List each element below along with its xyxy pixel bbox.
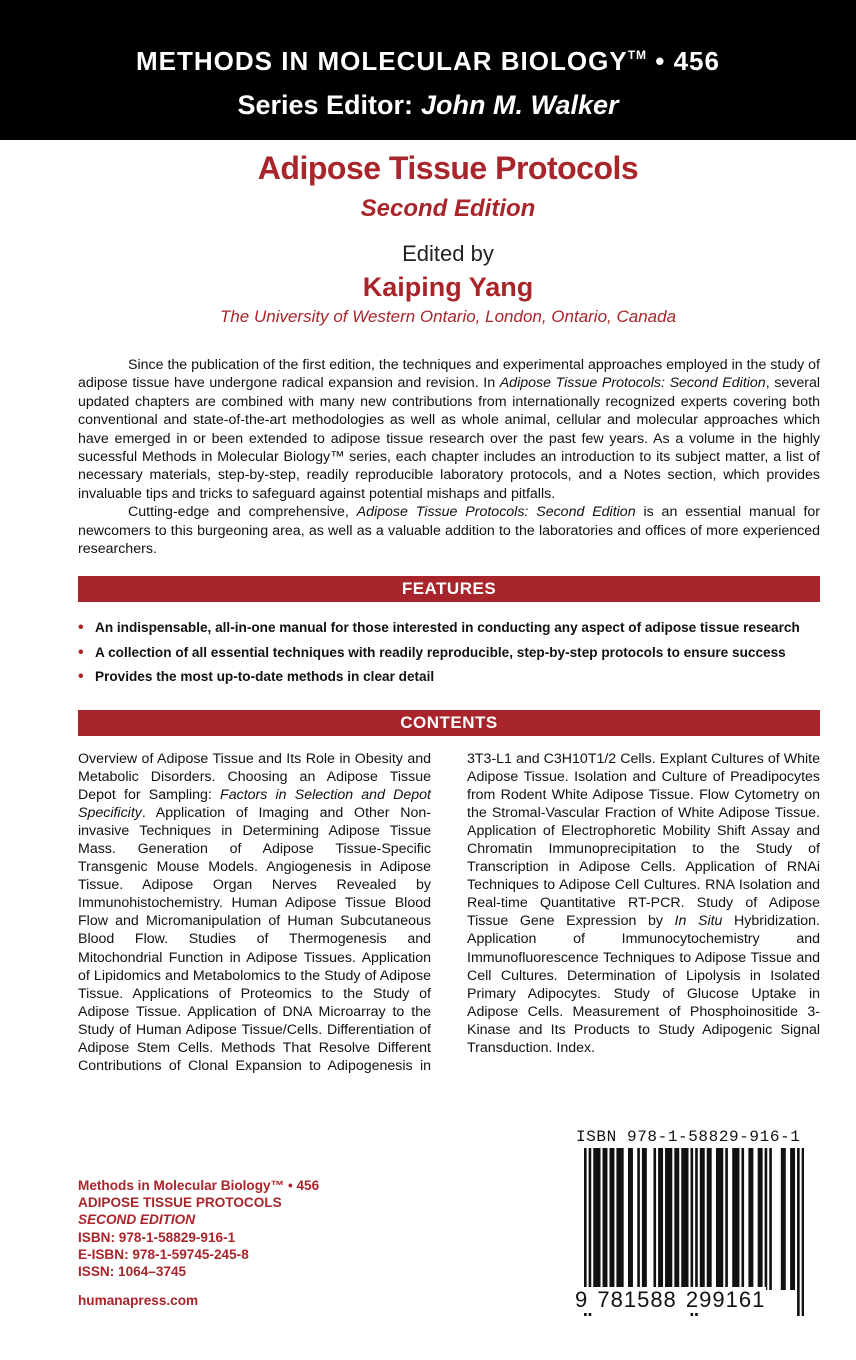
series-editor-label: Series Editor: [237, 90, 413, 120]
barcode-bar [797, 1148, 800, 1316]
description-paragraph-2: Cutting-edge and comprehensive, Adipose Tissue Protocols: Second Edition is an essential manual for newcomers to this burgeoning area, as well as a valuable addition to the laboratories and offices of more experienced researchers. [78, 504, 820, 558]
book-description [78, 356, 820, 558]
description-book-title: Adipose Tissue Protocols: Second Edition [499, 375, 766, 392]
barcode-bar [735, 1148, 738, 1290]
barcode-bar [686, 1148, 689, 1290]
edited-by-label: Edited by [402, 241, 494, 266]
barcode-bar [665, 1148, 668, 1290]
barcode-bar [760, 1148, 763, 1290]
barcode-bar [790, 1148, 793, 1290]
barcode-bar [684, 1148, 687, 1290]
barcode-isbn-text: ISBN 978-1-58829-916-1 [576, 1128, 801, 1146]
barcode-bar [642, 1148, 645, 1290]
feature-item: • An indispensable, all-in-one manual for those interested in conducting any aspect of adipose tissue research [78, 618, 838, 643]
barcode-bar [781, 1148, 784, 1290]
barcode-bar [677, 1148, 680, 1290]
barcode-bar [593, 1148, 596, 1290]
imprint-eisbn: E-ISBN: 978-1-59745-245-8 [78, 1246, 249, 1262]
barcode-bar [637, 1148, 640, 1290]
features-list [78, 618, 838, 692]
barcode-bar [605, 1148, 608, 1290]
barcode-bar [748, 1148, 751, 1290]
book-title: Adipose Tissue Protocols [257, 150, 639, 186]
barcode-bar [792, 1148, 795, 1290]
barcode-bar [732, 1148, 735, 1290]
barcode-bar [741, 1148, 744, 1290]
imprint-series: Methods in Molecular Biology™ • 456 [78, 1178, 320, 1193]
publisher-website: humanapress.com [78, 1293, 199, 1309]
editor-affiliation: The University of Western Ontario, London, Ontario, Canada [219, 307, 677, 326]
barcode-bar [702, 1148, 705, 1290]
barcode-bar [609, 1148, 612, 1290]
barcode-bar [674, 1148, 677, 1290]
barcode-bar [621, 1148, 624, 1290]
imprint-isbn: ISBN: 978-1-58829-916-1 [78, 1229, 236, 1245]
contents-heading: CONTENTS [78, 710, 820, 736]
series-title [0, 46, 856, 77]
trademark-mark: TM [627, 48, 648, 62]
imprint-block [78, 1177, 398, 1309]
barcode-bar [709, 1148, 712, 1290]
barcode-bar [619, 1148, 622, 1290]
barcode-bar [721, 1148, 724, 1290]
barcode-bar [667, 1148, 670, 1290]
series-name: METHODS IN MOLECULAR BIOLOGY [136, 46, 628, 76]
barcode-digits: 9 781588 299161 [575, 1287, 766, 1312]
barcode-bar [769, 1148, 772, 1290]
book-edition: Second Edition [360, 195, 536, 222]
series-editor [0, 90, 856, 121]
imprint-title: ADIPOSE TISSUE PROTOCOLS [78, 1195, 282, 1211]
barcode-bar [758, 1148, 761, 1290]
barcode-bar [725, 1148, 728, 1290]
barcode-bar [670, 1148, 673, 1290]
feature-item: • Provides the most up-to-date methods in clear detail [78, 667, 838, 692]
barcode-bar [658, 1148, 661, 1290]
barcode-bar [718, 1148, 721, 1290]
barcode-bar [681, 1148, 684, 1290]
series-editor-name: John M. Walker [421, 90, 619, 120]
description-paragraph-1: Since the publication of the first edition, the techniques and experimental approaches employed in the study of adipose tissue have undergone radical expansion and revision. In Adipose Tissue Protocols: Second Edition, several updated chapters are combined with many new contributions from internationally recognized experts covering both conventional and state-of-the-art methodologies as well as whole animal, cellular and molecular approaches which have emerged in or been extended to adipose tissue research over the past few years. As a volume in the highly sucessful Methods in Molecular Biology™ series, each chapter includes an introduction to its subject matter, a list of necessary materials, step-by-step, readily reproducible laboratory protocols, and a Notes section, which provides invaluable tips and tricks to safeguard against potential mishaps and pitfalls. [78, 357, 820, 502]
barcode-bar [737, 1148, 740, 1290]
barcode-bar [628, 1148, 631, 1290]
features-heading: FEATURES [78, 576, 820, 602]
feature-item: • A collection of all essential techniques with readily reproducible, step-by-step protocols to ensure success [78, 643, 838, 668]
barcode-bar [598, 1148, 601, 1290]
description-book-title: Adipose Tissue Protocols: Second Edition [356, 504, 636, 521]
barcode-bar [716, 1148, 719, 1290]
barcode-bar [653, 1148, 656, 1290]
barcode-bar [707, 1148, 710, 1290]
barcode-bar [616, 1148, 619, 1290]
barcode-bar [700, 1148, 703, 1290]
series-volume: • 456 [655, 46, 720, 76]
barcode-bar [603, 1148, 606, 1290]
barcode-bar [802, 1148, 804, 1316]
barcode-bar [644, 1148, 647, 1290]
series-header [0, 0, 856, 140]
imprint-edition: SECOND EDITION [78, 1212, 196, 1228]
barcode-bar [660, 1148, 663, 1290]
barcode-bar [751, 1148, 754, 1290]
volume-editor: Kaiping Yang [362, 272, 534, 302]
contents-text: Overview of Adipose Tissue and Its Role in Obesity and Metabolic Disorders. Choosing an Adipose Tissue Depot for Sampling: Factors in Selection and Depot Specificity. Application of Imaging and Other Non-invasive Techniques in Determining Adipose Tissue Mass. Generation of Adipose Tissue-Specific Transgenic Mouse Models. Angiogenesis in Adipose Tissue. Adipose Organ Nerves Revealed by Immunohistochemistry. Human Adipose Tissue Blood Flow and Micromanipulation of Human Subcutaneous Blood Flow. Studies of Thermogenesis and Mitochondrial Function in Adipose Tissues. Application of Lipidomics and Metabolomics to the Study of Adipose Tissue. Applications of Proteomics to the Study of Adipose Tissue. Application of DNA Microarray to the Study of Human Adipose Tissue/Cells. Differentiation of Adipose Stem Cells. Methods That Resolve Different Contributions of Clonal Expansion to Adipogenesis in 3T3-L1 and C3H10T1/2 Cells. Explant Cultures of White Adipose Tissue. Isolation and Culture of Preadipocytes from Rodent White Adipose Tissue. Flow Cytometry on the Stromal-Vascular Fraction of White Adipose Tissue. Application of Electrophoretic Mobility Shift Assay and Chromatin Immunoprecipitation to the Study of Transcription in Adipose Cells. Application of RNAi Techniques to Adipose Cell Cultures. RNA Isolation and Real-time Quantitative RT-PCR. Study of Adipose Tissue Gene Expression by In Situ Hybridization. Application of Immunocytochemistry and Immunofluorescence Techniques to Adipose Tissue and Cell Cultures. Determination of Lipolysis in Isolated Primary Adipocytes. Study of Glucose Uptake in Adipose Cells. Measurement of Phosphoinositide 3-Kinase and Its Products to Study Adipogenic Signal Transduction. Index. [78, 751, 820, 1074]
barcode-bar [596, 1148, 599, 1290]
barcode-bar [630, 1148, 633, 1290]
imprint-issn: ISSN: 1064–3745 [78, 1264, 187, 1280]
barcode-bar [612, 1148, 615, 1290]
barcode-bar [783, 1148, 786, 1290]
barcode-bar [765, 1148, 768, 1290]
